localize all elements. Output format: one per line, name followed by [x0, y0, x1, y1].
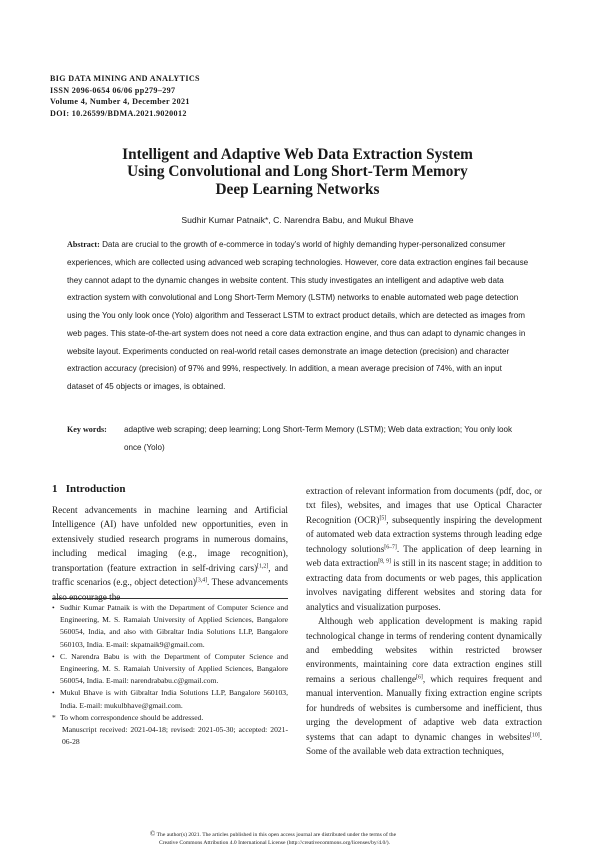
section-title: Introduction: [65, 483, 126, 495]
journal-issn: ISSN 2096-0654 06/06 pp279–297: [50, 85, 176, 95]
journal-doi: DOI: 10.26599/BDMA.2021.9020012: [50, 108, 187, 118]
body-text: . These advancements also encourage the: [52, 577, 288, 602]
citation: [6–7]: [384, 544, 397, 551]
body-text: Although web application development is making rapid technological change in terms of rendering content dynamically and embedding websites within restricted browser environments, maintaining core data extraction engines still remains a serious challenge: [306, 616, 542, 684]
footnote-author-3: [52, 687, 288, 711]
author-list: Sudhir Kumar Patnaik*, C. Narendra Babu, and Mukul Bhave: [181, 215, 414, 225]
license-notice: [150, 831, 470, 847]
citation: [10]: [530, 732, 540, 739]
citation: [3,4]: [195, 577, 208, 584]
journal-name: BIG DATA MINING AND ANALYTICS: [50, 74, 200, 83]
bullet: •: [52, 651, 55, 661]
keywords-label: Key words:: [67, 425, 107, 434]
body-text: . The application of deep learning in web data extraction: [306, 543, 542, 569]
open-access-symbol: ©: [150, 830, 156, 838]
citation: [1,2]: [257, 563, 269, 570]
body-text: . Some of the available web data extraction techniques,: [306, 731, 542, 757]
bullet: •: [52, 603, 55, 612]
intro-paragraph: [306, 614, 542, 759]
abstract: [67, 236, 530, 396]
body-text: , which requires frequent and manual intervention. Manually fixing extraction engine scripts for hundreds of websites is cumbersome and inefficient, thus urging the development of adaptive web data extraction systems that can adapt to dynamic changes in websites: [306, 673, 543, 742]
asterisk: *: [52, 712, 56, 722]
title-line-1: Intelligent and Adaptive Web Data Extraction System: [122, 146, 473, 163]
citation: [6]: [416, 674, 423, 681]
footnote-author-2: [52, 651, 288, 688]
citation: [5]: [379, 515, 387, 522]
journal-header: [50, 73, 200, 119]
footnote-correspondence: [52, 712, 288, 724]
intro-column-right: [306, 484, 542, 759]
title-line-2: Using Convolutional and Long Short-Term Memory: [127, 163, 468, 181]
footnote-author-1: [52, 602, 288, 651]
journal-volume: Volume 4, Number 4, December 2021: [50, 97, 190, 106]
bullet: •: [52, 688, 55, 698]
section-heading: [52, 483, 125, 495]
footnote-text: Sudhir Kumar Patnaik is with the Department of Computer Science and Engineering, M. S. Ramaiah University of Applied Sciences, Bangalore 560054, India, and also with Gibraltar India Solutions LLP, Bangalore 560103, India. E-mail: skpatnaik9@gmail.com.: [60, 603, 288, 649]
citation: [8, 9]: [378, 558, 391, 565]
body-text: is still in its nascent stage; in addition to extracting data from documents or web pages, this application involves navigating different websites and storing data for analytics and visualization purposes.: [306, 558, 542, 612]
footnote-text: To whom correspondence should be addressed.: [60, 712, 204, 722]
manuscript-dates: Manuscript received: 2021-04-18; revised: 2021-05-30; accepted: 2021-06-28: [62, 725, 288, 747]
license-link-line: Creative Commons Attribution 4.0 International License (http://creativecommons.org/licenses/by/4.0/).: [159, 839, 391, 846]
intro-paragraph: [306, 484, 542, 614]
body-text: Recent advancements in machine learning and Artificial Intelligence (AI) have unfolded new opportunities, even in extensively studied research programs in numerous domains, including medical imaging (e.g., image recognition), transportation (feature extraction in self-driving cars): [52, 505, 288, 573]
body-text: , subsequently inspiring the development of automated web data extraction systems through leading edge technology solutions: [306, 514, 543, 554]
abstract-label: Abstract:: [67, 240, 100, 249]
body-text: extraction of relevant information from documents (pdf, doc, or txt files), websites, and images that use Optical Character Recognition (OCR): [306, 486, 542, 525]
body-text: , and traffic scenarios (e.g., object detection): [52, 562, 289, 588]
keywords-text: adaptive web scraping; deep learning; Long Short-Term Memory (LSTM); Web data extraction; You only look once (Yolo): [124, 425, 513, 452]
title-line-3: Deep Learning Networks: [215, 180, 380, 198]
intro-paragraph-left: [52, 503, 288, 604]
footnote-divider: [52, 598, 288, 599]
paper-title: [60, 146, 535, 198]
section-number: 1: [52, 483, 58, 495]
license-line: The author(s) 2021. The articles published in this open access journal are distributed under the terms of the: [156, 832, 397, 838]
abstract-text: Data are crucial to the growth of e-commerce in today’s world of highly demanding hyper-personalized consumer experiences, which are collected using advanced web scraping technologies. However, core data extraction engines fail because they cannot adapt to the dynamic changes in website content. This study investigates an intelligent and adaptive web data extraction system with convolutional and Long Short-Term Memory (LSTM) networks to enable automated web page detection using the You only look once (Yolo) algorithm and Tesseract LSTM to extract product details, which are detected as images from web pages. This state-of-the-art system does not need a core data extraction engine, and thus can adapt to dynamic changes in website layout. Experiments conducted on real-world retail cases demonstrate an image detection (precision) and character extraction accuracy (precision) of 97% and 99%, respectively. In addition, a mean average precision of 74%, with an input dataset of 45 objects or images, is obtained.: [67, 240, 529, 391]
footnote-text: Mukul Bhave is with Gibraltar India Solutions LLP, Bangalore 560103, India. E-mail: mukulbhave@gmail.com.: [60, 688, 288, 710]
footnote-text: C. Narendra Babu is with the Department of Computer Science and Engineering, M. S. Ramaiah University of Applied Sciences, Bangalore 560054, India. E-mail: narendrababu.c@gmail.com.: [60, 651, 288, 686]
footnotes: [52, 602, 288, 748]
